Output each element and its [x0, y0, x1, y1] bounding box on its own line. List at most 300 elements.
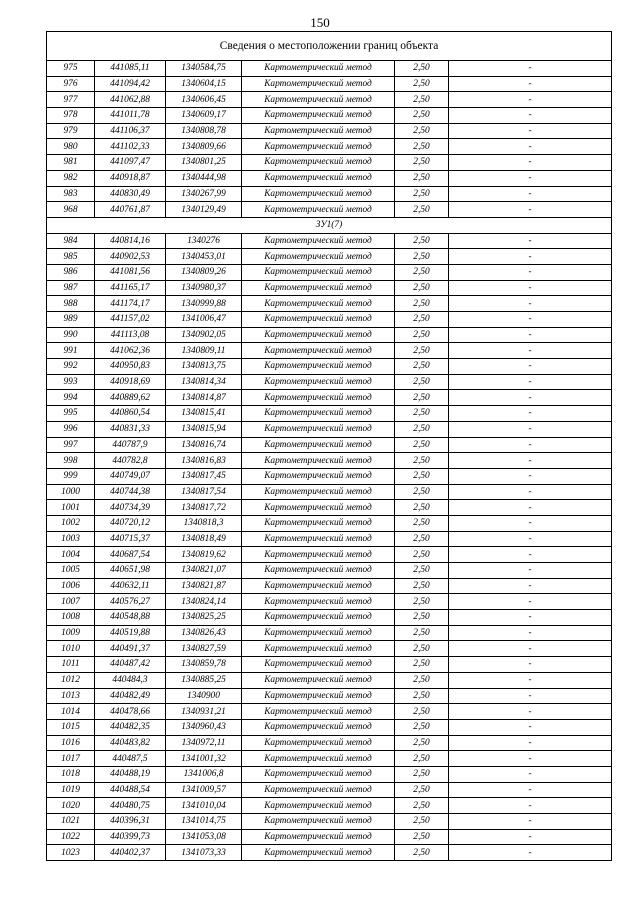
table-row [47, 641, 612, 657]
accuracy-cell: 2,50 [395, 547, 449, 563]
accuracy-cell: 2,50 [395, 202, 449, 218]
point-number-cell: 1011 [47, 657, 95, 673]
method-cell: Картометрический метод [242, 202, 395, 218]
point-number-cell: 980 [47, 139, 95, 155]
accuracy-cell: 2,50 [395, 233, 449, 249]
table-row [47, 343, 612, 359]
table-row [47, 264, 612, 280]
point-number-cell: 1010 [47, 641, 95, 657]
method-cell: Картометрический метод [242, 578, 395, 594]
table-row [47, 688, 612, 704]
method-cell: Картометрический метод [242, 798, 395, 814]
x-coordinate-cell: 441062,36 [95, 343, 166, 359]
table-row [47, 547, 612, 563]
method-cell: Картометрический метод [242, 751, 395, 767]
table-row [47, 845, 612, 861]
x-coordinate-cell: 440488,19 [95, 766, 166, 782]
y-coordinate-cell: 1340825,25 [166, 610, 242, 626]
point-number-cell: 1005 [47, 563, 95, 579]
point-number-cell: 989 [47, 312, 95, 328]
description-cell: - [449, 657, 612, 673]
method-cell: Картометрический метод [242, 610, 395, 626]
accuracy-cell: 2,50 [395, 845, 449, 861]
table-row [47, 249, 612, 265]
method-cell: Картометрический метод [242, 829, 395, 845]
point-number-cell: 994 [47, 390, 95, 406]
y-coordinate-cell: 1341073,33 [166, 845, 242, 861]
description-cell: - [449, 814, 612, 830]
point-number-cell: 1020 [47, 798, 95, 814]
point-number-cell: 1021 [47, 814, 95, 830]
y-coordinate-cell: 1340824,14 [166, 594, 242, 610]
description-cell: - [449, 76, 612, 92]
description-cell: - [449, 547, 612, 563]
method-cell: Картометрический метод [242, 453, 395, 469]
table-row [47, 296, 612, 312]
accuracy-cell: 2,50 [395, 500, 449, 516]
accuracy-cell: 2,50 [395, 155, 449, 171]
table-row [47, 719, 612, 735]
method-cell: Картометрический метод [242, 782, 395, 798]
table-row [47, 484, 612, 500]
x-coordinate-cell: 440576,27 [95, 594, 166, 610]
y-coordinate-cell: 1340821,87 [166, 578, 242, 594]
method-cell: Картометрический метод [242, 312, 395, 328]
table-row [47, 280, 612, 296]
y-coordinate-cell: 1340931,21 [166, 704, 242, 720]
point-number-cell: 985 [47, 249, 95, 265]
y-coordinate-cell: 1340980,37 [166, 280, 242, 296]
y-coordinate-cell: 1340815,94 [166, 421, 242, 437]
description-cell: - [449, 123, 612, 139]
x-coordinate-cell: 440814,16 [95, 233, 166, 249]
point-number-cell: 996 [47, 421, 95, 437]
method-cell: Картометрический метод [242, 704, 395, 720]
y-coordinate-cell: 1340816,83 [166, 453, 242, 469]
method-cell: Картометрический метод [242, 233, 395, 249]
table-row [47, 170, 612, 186]
point-number-cell: 988 [47, 296, 95, 312]
accuracy-cell: 2,50 [395, 782, 449, 798]
accuracy-cell: 2,50 [395, 264, 449, 280]
table-title-row [47, 32, 612, 61]
description-cell: - [449, 343, 612, 359]
x-coordinate-cell: 441165,17 [95, 280, 166, 296]
method-cell: Картометрический метод [242, 672, 395, 688]
y-coordinate-cell: 1340606,45 [166, 92, 242, 108]
y-coordinate-cell: 1340267,99 [166, 186, 242, 202]
method-cell: Картометрический метод [242, 374, 395, 390]
accuracy-cell: 2,50 [395, 76, 449, 92]
accuracy-cell: 2,50 [395, 108, 449, 124]
description-cell: - [449, 610, 612, 626]
x-coordinate-cell: 440484,3 [95, 672, 166, 688]
method-cell: Картометрический метод [242, 657, 395, 673]
accuracy-cell: 2,50 [395, 327, 449, 343]
point-number-cell: 986 [47, 264, 95, 280]
point-number-cell: 1012 [47, 672, 95, 688]
description-cell: - [449, 233, 612, 249]
description-cell: - [449, 359, 612, 375]
x-coordinate-cell: 440720,12 [95, 515, 166, 531]
method-cell: Картометрический метод [242, 421, 395, 437]
y-coordinate-cell: 1340815,41 [166, 406, 242, 422]
x-coordinate-cell: 440918,69 [95, 374, 166, 390]
x-coordinate-cell: 440715,37 [95, 531, 166, 547]
method-cell: Картометрический метод [242, 170, 395, 186]
method-cell: Картометрический метод [242, 641, 395, 657]
table-row [47, 123, 612, 139]
point-number-cell: 1018 [47, 766, 95, 782]
y-coordinate-cell: 1340444,98 [166, 170, 242, 186]
point-number-cell: 1015 [47, 719, 95, 735]
x-coordinate-cell: 440478,66 [95, 704, 166, 720]
point-number-cell: 975 [47, 61, 95, 77]
y-coordinate-cell: 1340609,17 [166, 108, 242, 124]
method-cell: Картометрический метод [242, 766, 395, 782]
method-cell: Картометрический метод [242, 76, 395, 92]
accuracy-cell: 2,50 [395, 186, 449, 202]
method-cell: Картометрический метод [242, 531, 395, 547]
y-coordinate-cell: 1340801,25 [166, 155, 242, 171]
table-row [47, 421, 612, 437]
y-coordinate-cell: 1340129,49 [166, 202, 242, 218]
y-coordinate-cell: 1340972,11 [166, 735, 242, 751]
x-coordinate-cell: 440483,82 [95, 735, 166, 751]
table-row [47, 798, 612, 814]
table-row [47, 751, 612, 767]
method-cell: Картометрический метод [242, 594, 395, 610]
table-row [47, 500, 612, 516]
table-row [47, 563, 612, 579]
accuracy-cell: 2,50 [395, 374, 449, 390]
y-coordinate-cell: 1340826,43 [166, 625, 242, 641]
table-row [47, 359, 612, 375]
accuracy-cell: 2,50 [395, 437, 449, 453]
x-coordinate-cell: 441085,11 [95, 61, 166, 77]
page-number: 150 [310, 15, 330, 30]
accuracy-cell: 2,50 [395, 688, 449, 704]
table-row [47, 61, 612, 77]
x-coordinate-cell: 440744,38 [95, 484, 166, 500]
x-coordinate-cell: 440399,73 [95, 829, 166, 845]
table-row [47, 390, 612, 406]
method-cell: Картометрический метод [242, 390, 395, 406]
accuracy-cell: 2,50 [395, 563, 449, 579]
method-cell: Картометрический метод [242, 500, 395, 516]
point-number-cell: 987 [47, 280, 95, 296]
table-row [47, 312, 612, 328]
point-number-cell: 1019 [47, 782, 95, 798]
method-cell: Картометрический метод [242, 186, 395, 202]
description-cell: - [449, 704, 612, 720]
accuracy-cell: 2,50 [395, 61, 449, 77]
accuracy-cell: 2,50 [395, 766, 449, 782]
y-coordinate-cell: 1340817,72 [166, 500, 242, 516]
point-number-cell: 1004 [47, 547, 95, 563]
y-coordinate-cell: 1341006,8 [166, 766, 242, 782]
y-coordinate-cell: 1340821,07 [166, 563, 242, 579]
x-coordinate-cell: 441174,17 [95, 296, 166, 312]
description-cell: - [449, 688, 612, 704]
method-cell: Картометрический метод [242, 406, 395, 422]
y-coordinate-cell: 1340814,87 [166, 390, 242, 406]
accuracy-cell: 2,50 [395, 453, 449, 469]
accuracy-cell: 2,50 [395, 531, 449, 547]
method-cell: Картометрический метод [242, 515, 395, 531]
description-cell: - [449, 766, 612, 782]
accuracy-cell: 2,50 [395, 249, 449, 265]
description-cell: - [449, 92, 612, 108]
table-row [47, 704, 612, 720]
x-coordinate-cell: 440491,37 [95, 641, 166, 657]
description-cell: - [449, 155, 612, 171]
x-coordinate-cell: 441157,02 [95, 312, 166, 328]
table-row [47, 186, 612, 202]
description-cell: - [449, 751, 612, 767]
boundary-table-wrapper [46, 31, 611, 861]
method-cell: Картометрический метод [242, 484, 395, 500]
description-cell: - [449, 170, 612, 186]
table-row [47, 139, 612, 155]
table-row [47, 202, 612, 218]
table-row [47, 374, 612, 390]
x-coordinate-cell: 440651,98 [95, 563, 166, 579]
method-cell: Картометрический метод [242, 468, 395, 484]
table-row [47, 735, 612, 751]
method-cell: Картометрический метод [242, 688, 395, 704]
y-coordinate-cell: 1340809,66 [166, 139, 242, 155]
x-coordinate-cell: 440831,33 [95, 421, 166, 437]
description-cell: - [449, 563, 612, 579]
x-coordinate-cell: 440918,87 [95, 170, 166, 186]
method-cell: Картометрический метод [242, 343, 395, 359]
point-number-cell: 997 [47, 437, 95, 453]
accuracy-cell: 2,50 [395, 641, 449, 657]
description-cell: - [449, 625, 612, 641]
y-coordinate-cell: 1340818,3 [166, 515, 242, 531]
description-cell: - [449, 735, 612, 751]
accuracy-cell: 2,50 [395, 735, 449, 751]
x-coordinate-cell: 440396,31 [95, 814, 166, 830]
point-number-cell: 984 [47, 233, 95, 249]
boundary-table-body [47, 32, 612, 861]
description-cell: - [449, 264, 612, 280]
description-cell: - [449, 61, 612, 77]
accuracy-cell: 2,50 [395, 92, 449, 108]
accuracy-cell: 2,50 [395, 829, 449, 845]
x-coordinate-cell: 440749,07 [95, 468, 166, 484]
description-cell: - [449, 280, 612, 296]
x-coordinate-cell: 440519,88 [95, 625, 166, 641]
accuracy-cell: 2,50 [395, 719, 449, 735]
point-number-cell: 992 [47, 359, 95, 375]
method-cell: Картометрический метод [242, 845, 395, 861]
table-row [47, 76, 612, 92]
description-cell: - [449, 296, 612, 312]
description-cell: - [449, 782, 612, 798]
y-coordinate-cell: 1341009,57 [166, 782, 242, 798]
point-number-cell: 1006 [47, 578, 95, 594]
x-coordinate-cell: 441102,33 [95, 139, 166, 155]
method-cell: Картометрический метод [242, 296, 395, 312]
description-cell: - [449, 578, 612, 594]
accuracy-cell: 2,50 [395, 657, 449, 673]
point-number-cell: 998 [47, 453, 95, 469]
accuracy-cell: 2,50 [395, 814, 449, 830]
point-number-cell: 981 [47, 155, 95, 171]
method-cell: Картометрический метод [242, 359, 395, 375]
x-coordinate-cell: 440782,8 [95, 453, 166, 469]
accuracy-cell: 2,50 [395, 312, 449, 328]
accuracy-cell: 2,50 [395, 594, 449, 610]
y-coordinate-cell: 1340827,59 [166, 641, 242, 657]
y-coordinate-cell: 1340584,75 [166, 61, 242, 77]
section-label: ЗУ1(7) [47, 217, 612, 233]
boundary-table [46, 31, 612, 861]
point-number-cell: 1009 [47, 625, 95, 641]
method-cell: Картометрический метод [242, 249, 395, 265]
table-title: Сведения о местоположении границ объекта [47, 32, 612, 61]
y-coordinate-cell: 1341001,32 [166, 751, 242, 767]
y-coordinate-cell: 1340816,74 [166, 437, 242, 453]
table-row [47, 829, 612, 845]
x-coordinate-cell: 440687,54 [95, 547, 166, 563]
x-coordinate-cell: 441097,47 [95, 155, 166, 171]
table-row [47, 406, 612, 422]
table-row [47, 594, 612, 610]
accuracy-cell: 2,50 [395, 515, 449, 531]
description-cell: - [449, 139, 612, 155]
x-coordinate-cell: 440830,49 [95, 186, 166, 202]
accuracy-cell: 2,50 [395, 484, 449, 500]
accuracy-cell: 2,50 [395, 123, 449, 139]
point-number-cell: 976 [47, 76, 95, 92]
y-coordinate-cell: 1340276 [166, 233, 242, 249]
accuracy-cell: 2,50 [395, 798, 449, 814]
description-cell: - [449, 531, 612, 547]
y-coordinate-cell: 1340808,78 [166, 123, 242, 139]
description-cell: - [449, 845, 612, 861]
description-cell: - [449, 312, 612, 328]
table-row [47, 672, 612, 688]
method-cell: Картометрический метод [242, 123, 395, 139]
point-number-cell: 1008 [47, 610, 95, 626]
accuracy-cell: 2,50 [395, 170, 449, 186]
x-coordinate-cell: 440761,87 [95, 202, 166, 218]
accuracy-cell: 2,50 [395, 390, 449, 406]
method-cell: Картометрический метод [242, 563, 395, 579]
accuracy-cell: 2,50 [395, 578, 449, 594]
x-coordinate-cell: 440480,75 [95, 798, 166, 814]
table-row [47, 515, 612, 531]
accuracy-cell: 2,50 [395, 468, 449, 484]
y-coordinate-cell: 1341006,47 [166, 312, 242, 328]
table-row [47, 437, 612, 453]
x-coordinate-cell: 440950,83 [95, 359, 166, 375]
method-cell: Картометрический метод [242, 264, 395, 280]
accuracy-cell: 2,50 [395, 280, 449, 296]
x-coordinate-cell: 440548,88 [95, 610, 166, 626]
table-row [47, 657, 612, 673]
y-coordinate-cell: 1340817,45 [166, 468, 242, 484]
description-cell: - [449, 406, 612, 422]
table-row [47, 531, 612, 547]
table-row [47, 155, 612, 171]
accuracy-cell: 2,50 [395, 343, 449, 359]
y-coordinate-cell: 1340819,62 [166, 547, 242, 563]
y-coordinate-cell: 1340818,49 [166, 531, 242, 547]
description-cell: - [449, 390, 612, 406]
x-coordinate-cell: 440632,11 [95, 578, 166, 594]
table-row [47, 814, 612, 830]
description-cell: - [449, 829, 612, 845]
point-number-cell: 979 [47, 123, 95, 139]
y-coordinate-cell: 1340809,11 [166, 343, 242, 359]
point-number-cell: 1017 [47, 751, 95, 767]
method-cell: Картометрический метод [242, 437, 395, 453]
point-number-cell: 1016 [47, 735, 95, 751]
point-number-cell: 1013 [47, 688, 95, 704]
point-number-cell: 1014 [47, 704, 95, 720]
x-coordinate-cell: 440488,54 [95, 782, 166, 798]
x-coordinate-cell: 441094,42 [95, 76, 166, 92]
accuracy-cell: 2,50 [395, 672, 449, 688]
y-coordinate-cell: 1340814,34 [166, 374, 242, 390]
method-cell: Картометрический метод [242, 155, 395, 171]
table-row [47, 782, 612, 798]
table-row [47, 108, 612, 124]
description-cell: - [449, 249, 612, 265]
y-coordinate-cell: 1340999,88 [166, 296, 242, 312]
description-cell: - [449, 484, 612, 500]
x-coordinate-cell: 440402,37 [95, 845, 166, 861]
x-coordinate-cell: 441062,88 [95, 92, 166, 108]
table-row [47, 766, 612, 782]
accuracy-cell: 2,50 [395, 296, 449, 312]
x-coordinate-cell: 441113,08 [95, 327, 166, 343]
accuracy-cell: 2,50 [395, 704, 449, 720]
y-coordinate-cell: 1341053,08 [166, 829, 242, 845]
accuracy-cell: 2,50 [395, 610, 449, 626]
section-row [47, 217, 612, 233]
description-cell: - [449, 374, 612, 390]
y-coordinate-cell: 1340900 [166, 688, 242, 704]
table-row [47, 610, 612, 626]
y-coordinate-cell: 1341014,75 [166, 814, 242, 830]
point-number-cell: 978 [47, 108, 95, 124]
method-cell: Картометрический метод [242, 735, 395, 751]
x-coordinate-cell: 440889,62 [95, 390, 166, 406]
description-cell: - [449, 798, 612, 814]
accuracy-cell: 2,50 [395, 421, 449, 437]
point-number-cell: 1007 [47, 594, 95, 610]
method-cell: Картометрический метод [242, 280, 395, 296]
point-number-cell: 995 [47, 406, 95, 422]
description-cell: - [449, 453, 612, 469]
x-coordinate-cell: 441011,78 [95, 108, 166, 124]
point-number-cell: 1022 [47, 829, 95, 845]
method-cell: Картометрический метод [242, 92, 395, 108]
table-row [47, 578, 612, 594]
table-row [47, 327, 612, 343]
description-cell: - [449, 202, 612, 218]
point-number-cell: 990 [47, 327, 95, 343]
y-coordinate-cell: 1340885,25 [166, 672, 242, 688]
point-number-cell: 1023 [47, 845, 95, 861]
y-coordinate-cell: 1340809,26 [166, 264, 242, 280]
point-number-cell: 1001 [47, 500, 95, 516]
